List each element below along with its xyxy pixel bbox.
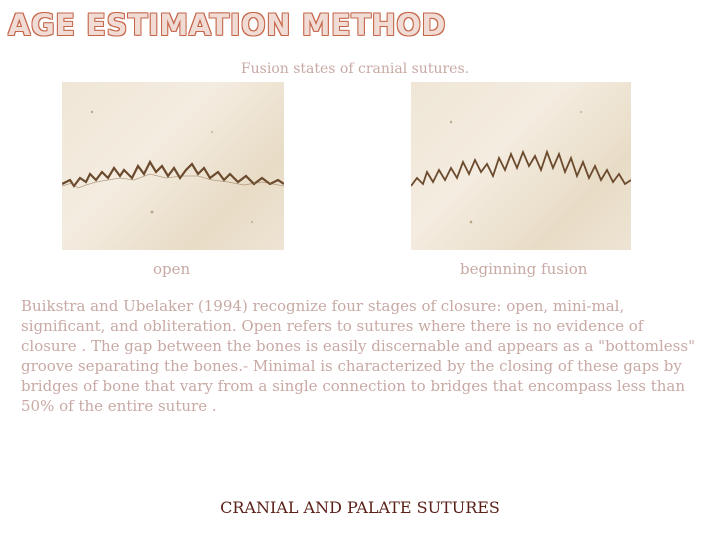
body-paragraph: Buikstra and Ubelaker (1994) recognize four stages of closure: open, mini-mal, significant, and obliteration. Open refers to sutures where there is no evidence of closure . The gap between the bones is easily discernable and appears as a "bottomless" groove separating the bones.- Minimal is characterized by the closing of these gaps by bridges of bone that vary from a single connection to bridges that encompass less than 50% of the entire suture . [21,297,695,415]
slide-title: AGE ESTIMATION METHOD [8,8,447,42]
slide-subtitle: Fusion states of cranial sutures. [240,61,470,77]
open-caption: open [153,260,191,278]
open-suture-photo [62,82,284,250]
footer-heading: CRANIAL AND PALATE SUTURES [220,498,500,517]
beginning-fusion-caption: beginning fusion [460,260,588,278]
beginning-fusion-suture-photo [411,82,631,250]
